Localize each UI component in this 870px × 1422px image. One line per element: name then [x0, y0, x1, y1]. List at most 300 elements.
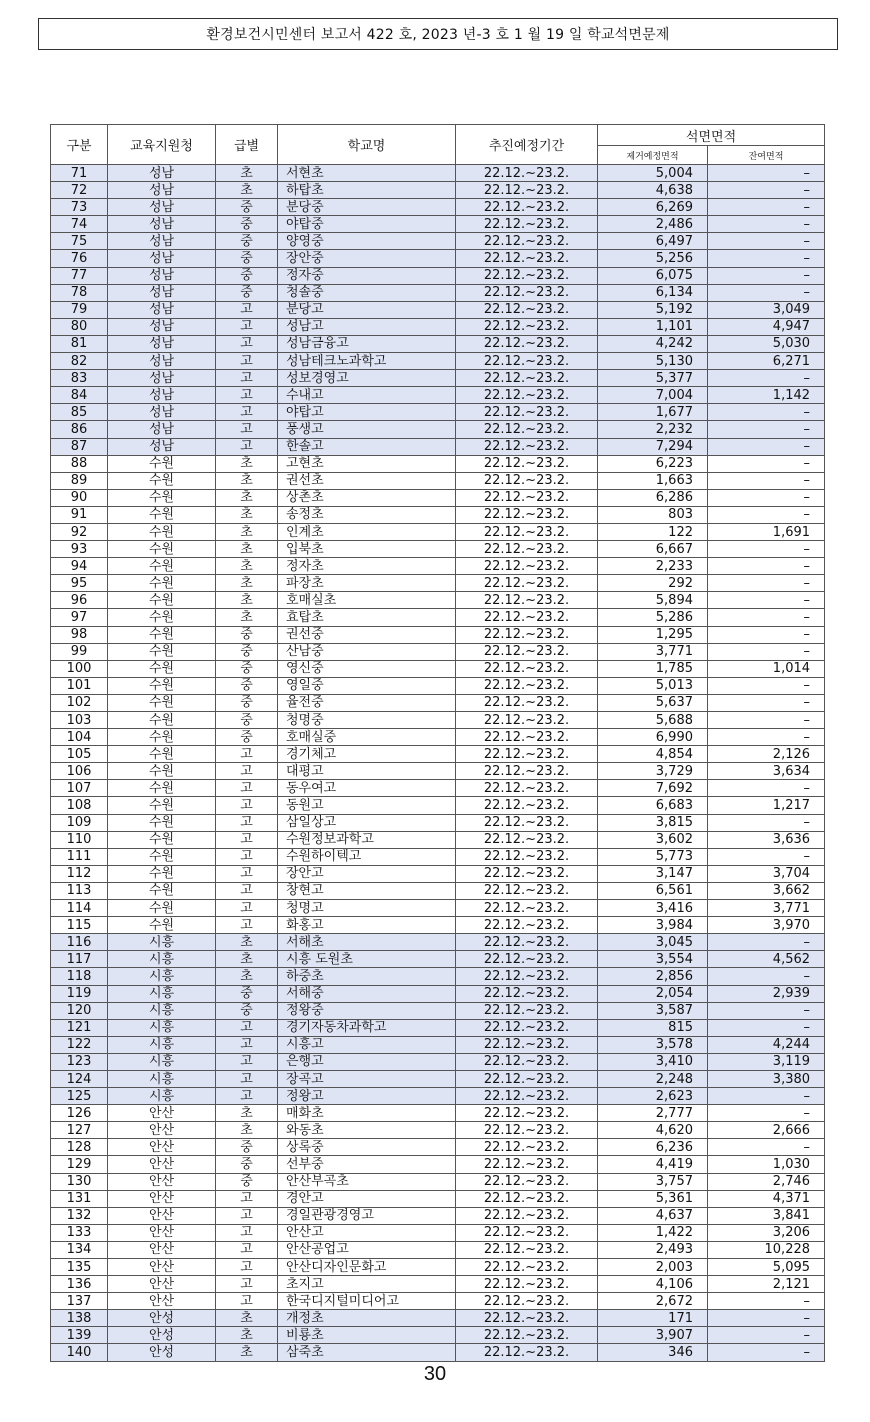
cell-school: 권선초: [278, 472, 456, 489]
cell-period: 22.12.~23.2.: [456, 1070, 598, 1087]
header-period: 추진예정기간: [456, 125, 598, 165]
cell-period: 22.12.~23.2.: [456, 951, 598, 968]
cell-office: 성남: [108, 284, 216, 301]
cell-level: 초: [216, 934, 278, 951]
cell-period: 22.12.~23.2.: [456, 694, 598, 711]
cell-office: 성남: [108, 421, 216, 438]
cell-remaining: 1,014: [708, 660, 825, 677]
cell-remaining: –: [708, 541, 825, 558]
table-row: [51, 626, 825, 643]
cell-school: 영일중: [278, 677, 456, 694]
cell-removal: 2,777: [598, 1105, 708, 1122]
cell-remaining: 1,217: [708, 797, 825, 814]
cell-remaining: 3,662: [708, 882, 825, 899]
cell-remaining: –: [708, 626, 825, 643]
table-row: [51, 900, 825, 917]
cell-remaining: –: [708, 267, 825, 284]
table-row: [51, 694, 825, 711]
cell-no: 119: [51, 985, 108, 1002]
cell-removal: 6,236: [598, 1139, 708, 1156]
cell-period: 22.12.~23.2.: [456, 472, 598, 489]
cell-school: 장안고: [278, 865, 456, 882]
cell-office: 수원: [108, 831, 216, 848]
cell-school: 호매실중: [278, 729, 456, 746]
cell-school: 수원정보과학고: [278, 831, 456, 848]
cell-removal: 5,361: [598, 1190, 708, 1207]
cell-office: 수원: [108, 472, 216, 489]
cell-office: 성남: [108, 267, 216, 284]
cell-period: 22.12.~23.2.: [456, 404, 598, 421]
cell-level: 중: [216, 660, 278, 677]
cell-office: 시흥: [108, 1019, 216, 1036]
table-row: [51, 729, 825, 746]
report-header: [38, 18, 838, 50]
cell-office: 시흥: [108, 1070, 216, 1087]
cell-removal: 5,192: [598, 301, 708, 318]
cell-period: 22.12.~23.2.: [456, 199, 598, 216]
cell-level: 초: [216, 592, 278, 609]
cell-remaining: –: [708, 558, 825, 575]
cell-removal: 3,602: [598, 831, 708, 848]
header-office: 교육지원청: [108, 125, 216, 165]
cell-level: 고: [216, 1224, 278, 1241]
cell-office: 성남: [108, 318, 216, 335]
cell-no: 111: [51, 848, 108, 865]
table-row: [51, 1327, 825, 1344]
cell-removal: 2,486: [598, 216, 708, 233]
cell-no: 101: [51, 677, 108, 694]
cell-period: 22.12.~23.2.: [456, 489, 598, 506]
cell-school: 청명중: [278, 712, 456, 729]
cell-remaining: –: [708, 643, 825, 660]
cell-period: 22.12.~23.2.: [456, 712, 598, 729]
cell-office: 수원: [108, 882, 216, 899]
cell-school: 야탑고: [278, 404, 456, 421]
cell-school: 송정초: [278, 506, 456, 523]
cell-removal: 6,561: [598, 882, 708, 899]
cell-no: 130: [51, 1173, 108, 1190]
cell-level: 고: [216, 1088, 278, 1105]
table-row: [51, 951, 825, 968]
cell-removal: 3,410: [598, 1053, 708, 1070]
cell-school: 경일관광경영고: [278, 1207, 456, 1224]
cell-remaining: –: [708, 1019, 825, 1036]
cell-no: 136: [51, 1276, 108, 1293]
cell-remaining: –: [708, 506, 825, 523]
cell-office: 안산: [108, 1224, 216, 1241]
table-row: [51, 1224, 825, 1241]
cell-no: 83: [51, 370, 108, 387]
cell-period: 22.12.~23.2.: [456, 1207, 598, 1224]
cell-level: 고: [216, 1207, 278, 1224]
cell-no: 73: [51, 199, 108, 216]
cell-no: 134: [51, 1241, 108, 1258]
cell-removal: 5,688: [598, 712, 708, 729]
cell-no: 92: [51, 523, 108, 540]
cell-office: 시흥: [108, 934, 216, 951]
cell-removal: 2,233: [598, 558, 708, 575]
cell-level: 고: [216, 780, 278, 797]
cell-period: 22.12.~23.2.: [456, 353, 598, 370]
cell-remaining: –: [708, 1344, 825, 1361]
cell-school: 경기체고: [278, 746, 456, 763]
cell-period: 22.12.~23.2.: [456, 643, 598, 660]
cell-removal: 4,419: [598, 1156, 708, 1173]
cell-school: 상록중: [278, 1139, 456, 1156]
cell-period: 22.12.~23.2.: [456, 301, 598, 318]
cell-no: 107: [51, 780, 108, 797]
cell-school: 시흥 도원초: [278, 951, 456, 968]
cell-office: 시흥: [108, 1036, 216, 1053]
cell-remaining: –: [708, 489, 825, 506]
cell-period: 22.12.~23.2.: [456, 1053, 598, 1070]
cell-no: 112: [51, 865, 108, 882]
cell-no: 106: [51, 763, 108, 780]
cell-removal: 3,984: [598, 917, 708, 934]
cell-period: 22.12.~23.2.: [456, 882, 598, 899]
table-row: [51, 199, 825, 216]
cell-office: 수원: [108, 558, 216, 575]
cell-removal: 3,729: [598, 763, 708, 780]
cell-office: 안산: [108, 1122, 216, 1139]
cell-period: 22.12.~23.2.: [456, 780, 598, 797]
header-area: 석면면적: [598, 125, 825, 146]
cell-level: 고: [216, 848, 278, 865]
cell-period: 22.12.~23.2.: [456, 1327, 598, 1344]
cell-period: 22.12.~23.2.: [456, 677, 598, 694]
cell-period: 22.12.~23.2.: [456, 865, 598, 882]
cell-school: 성남테크노과학고: [278, 353, 456, 370]
cell-school: 비룡초: [278, 1327, 456, 1344]
cell-no: 75: [51, 233, 108, 250]
cell-school: 청명고: [278, 900, 456, 917]
cell-school: 정왕고: [278, 1088, 456, 1105]
table-row: [51, 1173, 825, 1190]
cell-office: 성남: [108, 438, 216, 455]
cell-office: 안성: [108, 1344, 216, 1361]
cell-level: 중: [216, 694, 278, 711]
table-row: [51, 1053, 825, 1070]
cell-no: 94: [51, 558, 108, 575]
cell-remaining: –: [708, 780, 825, 797]
cell-school: 성보경영고: [278, 370, 456, 387]
cell-level: 고: [216, 1019, 278, 1036]
cell-office: 안산: [108, 1139, 216, 1156]
cell-level: 중: [216, 284, 278, 301]
cell-period: 22.12.~23.2.: [456, 934, 598, 951]
cell-period: 22.12.~23.2.: [456, 1344, 598, 1361]
cell-no: 126: [51, 1105, 108, 1122]
cell-school: 성남고: [278, 318, 456, 335]
cell-period: 22.12.~23.2.: [456, 284, 598, 301]
cell-school: 분당고: [278, 301, 456, 318]
cell-level: 중: [216, 1139, 278, 1156]
cell-period: 22.12.~23.2.: [456, 900, 598, 917]
cell-level: 초: [216, 472, 278, 489]
cell-school: 안산디자인문화고: [278, 1259, 456, 1276]
cell-remaining: 2,746: [708, 1173, 825, 1190]
cell-school: 시흥고: [278, 1036, 456, 1053]
cell-level: 초: [216, 575, 278, 592]
cell-office: 수원: [108, 506, 216, 523]
cell-school: 하중초: [278, 968, 456, 985]
cell-removal: 3,416: [598, 900, 708, 917]
cell-remaining: 5,030: [708, 335, 825, 352]
table-row: [51, 831, 825, 848]
table-row: [51, 216, 825, 233]
table-row: [51, 1088, 825, 1105]
cell-no: 103: [51, 712, 108, 729]
cell-no: 77: [51, 267, 108, 284]
cell-period: 22.12.~23.2.: [456, 523, 598, 540]
table-row: [51, 1344, 825, 1361]
table-row: [51, 267, 825, 284]
report-title: 환경보건시민센터 보고서 422 호, 2023 년-3 호 1 월 19 일 학교석면문제: [206, 27, 670, 43]
cell-remaining: 2,939: [708, 985, 825, 1002]
cell-school: 상촌초: [278, 489, 456, 506]
cell-removal: 3,578: [598, 1036, 708, 1053]
cell-period: 22.12.~23.2.: [456, 267, 598, 284]
table-row: [51, 370, 825, 387]
table-row: [51, 797, 825, 814]
cell-remaining: 5,095: [708, 1259, 825, 1276]
cell-office: 안산: [108, 1105, 216, 1122]
header-no: 구분: [51, 125, 108, 165]
cell-level: 중: [216, 199, 278, 216]
table-row: [51, 1190, 825, 1207]
cell-school: 정자초: [278, 558, 456, 575]
cell-office: 수원: [108, 780, 216, 797]
table-row: [51, 1293, 825, 1310]
cell-removal: 4,637: [598, 1207, 708, 1224]
header-level: 급별: [216, 125, 278, 165]
cell-no: 123: [51, 1053, 108, 1070]
cell-school: 고현초: [278, 455, 456, 472]
cell-level: 고: [216, 1070, 278, 1087]
table-row: [51, 1002, 825, 1019]
cell-level: 고: [216, 335, 278, 352]
cell-period: 22.12.~23.2.: [456, 848, 598, 865]
asbestos-school-table: [50, 124, 825, 1362]
cell-level: 초: [216, 541, 278, 558]
cell-level: 고: [216, 404, 278, 421]
cell-office: 안산: [108, 1190, 216, 1207]
cell-office: 성남: [108, 216, 216, 233]
cell-no: 90: [51, 489, 108, 506]
cell-remaining: –: [708, 1002, 825, 1019]
cell-period: 22.12.~23.2.: [456, 797, 598, 814]
cell-no: 76: [51, 250, 108, 267]
cell-level: 초: [216, 1344, 278, 1361]
cell-school: 영신중: [278, 660, 456, 677]
cell-level: 고: [216, 831, 278, 848]
header-remaining: 잔여면적: [708, 146, 825, 165]
cell-no: 121: [51, 1019, 108, 1036]
cell-office: 수원: [108, 575, 216, 592]
cell-level: 고: [216, 865, 278, 882]
cell-school: 서해초: [278, 934, 456, 951]
table-row: [51, 1156, 825, 1173]
cell-removal: 4,106: [598, 1276, 708, 1293]
table-row: [51, 660, 825, 677]
cell-office: 수원: [108, 694, 216, 711]
cell-remaining: 3,119: [708, 1053, 825, 1070]
table-row: [51, 182, 825, 199]
cell-period: 22.12.~23.2.: [456, 609, 598, 626]
cell-office: 안산: [108, 1156, 216, 1173]
cell-remaining: 2,121: [708, 1276, 825, 1293]
cell-office: 성남: [108, 199, 216, 216]
table-row: [51, 1139, 825, 1156]
cell-level: 중: [216, 233, 278, 250]
cell-level: 중: [216, 643, 278, 660]
cell-school: 수원하이텍고: [278, 848, 456, 865]
table-row: [51, 506, 825, 523]
cell-no: 113: [51, 882, 108, 899]
cell-period: 22.12.~23.2.: [456, 1019, 598, 1036]
cell-no: 78: [51, 284, 108, 301]
cell-removal: 2,672: [598, 1293, 708, 1310]
cell-removal: 6,683: [598, 797, 708, 814]
cell-office: 성남: [108, 353, 216, 370]
table-header: [51, 125, 825, 165]
cell-school: 성남금융고: [278, 335, 456, 352]
cell-level: 고: [216, 1241, 278, 1258]
cell-removal: 1,295: [598, 626, 708, 643]
cell-remaining: –: [708, 694, 825, 711]
cell-school: 삼죽초: [278, 1344, 456, 1361]
cell-period: 22.12.~23.2.: [456, 1122, 598, 1139]
table-row: [51, 1036, 825, 1053]
cell-level: 초: [216, 455, 278, 472]
cell-remaining: 4,562: [708, 951, 825, 968]
cell-period: 22.12.~23.2.: [456, 1156, 598, 1173]
cell-level: 고: [216, 370, 278, 387]
cell-level: 중: [216, 729, 278, 746]
cell-office: 시흥: [108, 968, 216, 985]
cell-no: 117: [51, 951, 108, 968]
cell-level: 초: [216, 968, 278, 985]
cell-remaining: 3,634: [708, 763, 825, 780]
cell-no: 71: [51, 165, 108, 182]
cell-school: 서현초: [278, 165, 456, 182]
cell-office: 수원: [108, 865, 216, 882]
table-row: [51, 712, 825, 729]
cell-school: 호매실초: [278, 592, 456, 609]
cell-no: 79: [51, 301, 108, 318]
table-row: [51, 780, 825, 797]
cell-no: 98: [51, 626, 108, 643]
cell-remaining: 1,030: [708, 1156, 825, 1173]
table-row: [51, 353, 825, 370]
cell-no: 86: [51, 421, 108, 438]
cell-office: 수원: [108, 592, 216, 609]
cell-period: 22.12.~23.2.: [456, 575, 598, 592]
table-row: [51, 472, 825, 489]
cell-removal: 3,757: [598, 1173, 708, 1190]
cell-removal: 6,075: [598, 267, 708, 284]
cell-office: 수원: [108, 797, 216, 814]
cell-office: 수원: [108, 729, 216, 746]
cell-level: 중: [216, 712, 278, 729]
cell-period: 22.12.~23.2.: [456, 506, 598, 523]
cell-school: 경기자동차과학고: [278, 1019, 456, 1036]
cell-level: 고: [216, 797, 278, 814]
cell-no: 116: [51, 934, 108, 951]
cell-period: 22.12.~23.2.: [456, 541, 598, 558]
cell-removal: 6,286: [598, 489, 708, 506]
cell-period: 22.12.~23.2.: [456, 370, 598, 387]
table-row: [51, 421, 825, 438]
cell-school: 동우여고: [278, 780, 456, 797]
cell-removal: 1,101: [598, 318, 708, 335]
cell-level: 중: [216, 1156, 278, 1173]
cell-removal: 2,054: [598, 985, 708, 1002]
table-row: [51, 934, 825, 951]
cell-remaining: –: [708, 575, 825, 592]
table-row: [51, 438, 825, 455]
table-row: [51, 301, 825, 318]
cell-period: 22.12.~23.2.: [456, 985, 598, 1002]
cell-school: 인계초: [278, 523, 456, 540]
cell-level: 고: [216, 1276, 278, 1293]
cell-no: 131: [51, 1190, 108, 1207]
table-row: [51, 318, 825, 335]
table-row: [51, 387, 825, 404]
cell-removal: 5,637: [598, 694, 708, 711]
table-row: [51, 233, 825, 250]
cell-school: 양영중: [278, 233, 456, 250]
table-row: [51, 335, 825, 352]
cell-office: 시흥: [108, 951, 216, 968]
table-row: [51, 917, 825, 934]
cell-school: 파장초: [278, 575, 456, 592]
cell-level: 중: [216, 1173, 278, 1190]
cell-period: 22.12.~23.2.: [456, 335, 598, 352]
cell-remaining: 1,142: [708, 387, 825, 404]
cell-level: 고: [216, 438, 278, 455]
cell-removal: 4,242: [598, 335, 708, 352]
cell-remaining: 3,841: [708, 1207, 825, 1224]
cell-period: 22.12.~23.2.: [456, 250, 598, 267]
cell-period: 22.12.~23.2.: [456, 1310, 598, 1327]
page-number: 30: [423, 1363, 447, 1385]
cell-office: 안성: [108, 1310, 216, 1327]
cell-remaining: –: [708, 1139, 825, 1156]
cell-no: 140: [51, 1344, 108, 1361]
table-row: [51, 489, 825, 506]
cell-no: 74: [51, 216, 108, 233]
cell-remaining: –: [708, 1105, 825, 1122]
cell-remaining: –: [708, 250, 825, 267]
cell-removal: 2,232: [598, 421, 708, 438]
table-row: [51, 558, 825, 575]
cell-period: 22.12.~23.2.: [456, 182, 598, 199]
cell-office: 수원: [108, 677, 216, 694]
cell-removal: 4,620: [598, 1122, 708, 1139]
cell-period: 22.12.~23.2.: [456, 831, 598, 848]
cell-level: 고: [216, 421, 278, 438]
cell-period: 22.12.~23.2.: [456, 968, 598, 985]
cell-school: 입북초: [278, 541, 456, 558]
cell-no: 104: [51, 729, 108, 746]
cell-remaining: 3,636: [708, 831, 825, 848]
cell-no: 138: [51, 1310, 108, 1327]
cell-office: 수원: [108, 523, 216, 540]
cell-no: 129: [51, 1156, 108, 1173]
cell-level: 초: [216, 1105, 278, 1122]
cell-removal: 6,134: [598, 284, 708, 301]
